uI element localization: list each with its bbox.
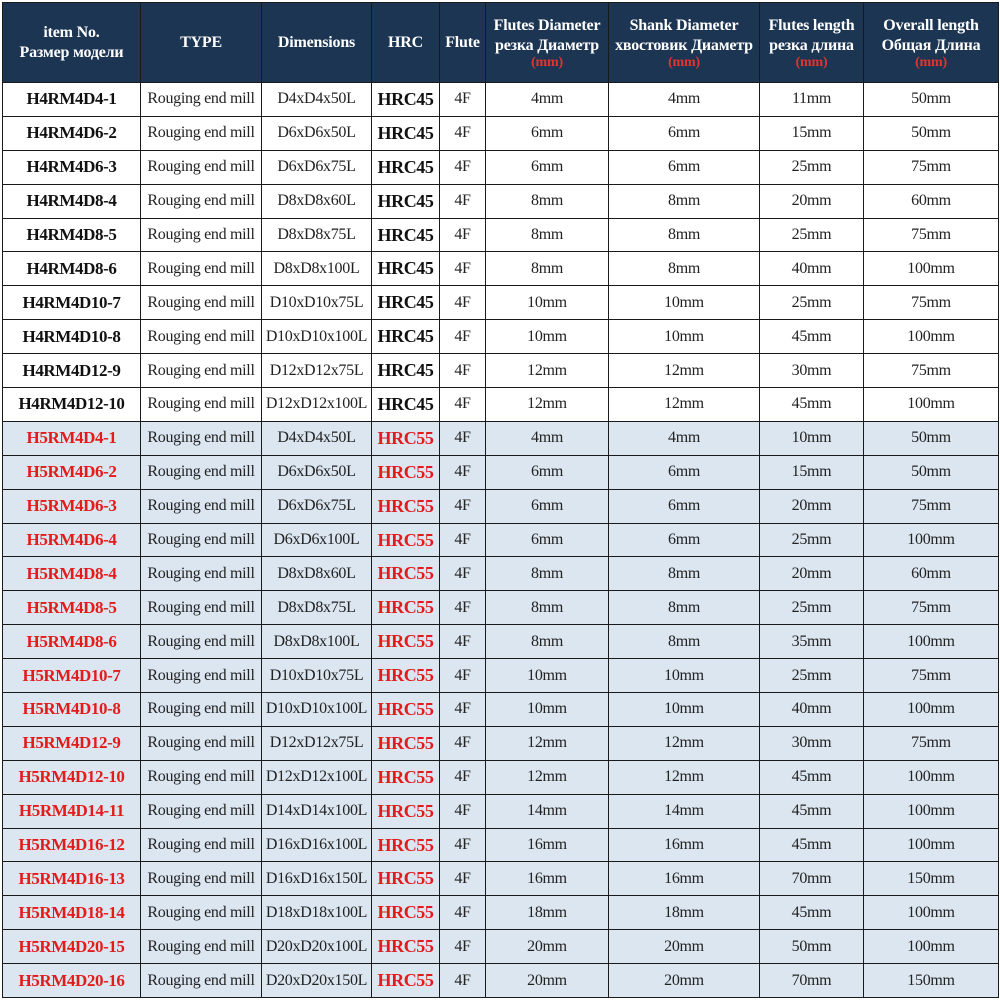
flute-cell: 4F xyxy=(440,320,486,354)
flutes-length-cell: 25mm xyxy=(760,659,864,693)
dimensions-cell: D8xD8x60L xyxy=(262,184,372,218)
item-no-cell: H5RM4D4-1 xyxy=(3,421,141,455)
table-row xyxy=(3,862,999,896)
flutes-length-cell: 15mm xyxy=(760,116,864,150)
item-no-cell: H5RM4D6-2 xyxy=(3,455,141,489)
hrc-cell: HRC55 xyxy=(372,862,440,896)
hrc-cell: HRC55 xyxy=(372,659,440,693)
flutes-diameter-cell: 6mm xyxy=(486,150,609,184)
flutes-diameter-cell: 8mm xyxy=(486,252,609,286)
overall-length-cell: 100mm xyxy=(864,320,999,354)
hrc-cell: HRC45 xyxy=(372,286,440,320)
flutes-diameter-cell: 16mm xyxy=(486,862,609,896)
shank-diameter-cell: 18mm xyxy=(609,896,760,930)
flutes-length-cell: 45mm xyxy=(760,388,864,422)
shank-diameter-cell: 12mm xyxy=(609,388,760,422)
flute-cell: 4F xyxy=(440,896,486,930)
shank-diameter-cell: 10mm xyxy=(609,693,760,727)
flutes-length-cell: 20mm xyxy=(760,489,864,523)
shank-diameter-cell: 20mm xyxy=(609,930,760,964)
flutes-diameter-cell: 10mm xyxy=(486,693,609,727)
overall-length-cell: 100mm xyxy=(864,760,999,794)
item-no-cell: H5RM4D6-4 xyxy=(3,523,141,557)
item-no-cell: H5RM4D12-9 xyxy=(3,726,141,760)
flutes-length-cell: 10mm xyxy=(760,421,864,455)
flutes-length-cell: 20mm xyxy=(760,557,864,591)
flutes-diameter-cell: 8mm xyxy=(486,625,609,659)
item-no-cell: H5RM4D12-10 xyxy=(3,760,141,794)
flutes-diameter-cell: 6mm xyxy=(486,116,609,150)
flutes-length-cell: 25mm xyxy=(760,591,864,625)
shank-diameter-cell: 4mm xyxy=(609,83,760,117)
header-flute: Flute xyxy=(440,3,486,83)
flutes-length-cell: 35mm xyxy=(760,625,864,659)
table-row xyxy=(3,760,999,794)
shank-diameter-cell: 20mm xyxy=(609,964,760,998)
table-row xyxy=(3,625,999,659)
flute-cell: 4F xyxy=(440,659,486,693)
overall-length-cell: 50mm xyxy=(864,421,999,455)
hrc-cell: HRC45 xyxy=(372,83,440,117)
flute-cell: 4F xyxy=(440,862,486,896)
flutes-diameter-cell: 10mm xyxy=(486,320,609,354)
shank-diameter-cell: 10mm xyxy=(609,320,760,354)
item-no-cell: H5RM4D18-14 xyxy=(3,896,141,930)
flutes-length-cell: 45mm xyxy=(760,828,864,862)
item-no-cell: H4RM4D4-1 xyxy=(3,83,141,117)
overall-length-cell: 75mm xyxy=(864,218,999,252)
flute-cell: 4F xyxy=(440,964,486,998)
dimensions-cell: D6xD6x100L xyxy=(262,523,372,557)
hrc-cell: HRC55 xyxy=(372,693,440,727)
header-flutes-length: Flutes length резка длина (mm) xyxy=(760,3,864,83)
type-cell: Rouging end mill xyxy=(141,760,262,794)
flute-cell: 4F xyxy=(440,150,486,184)
hrc-cell: HRC45 xyxy=(372,388,440,422)
hrc-cell: HRC45 xyxy=(372,184,440,218)
table-row xyxy=(3,388,999,422)
spec-table xyxy=(2,2,999,998)
flute-cell: 4F xyxy=(440,184,486,218)
flutes-diameter-cell: 8mm xyxy=(486,557,609,591)
flutes-length-cell: 25mm xyxy=(760,218,864,252)
flutes-length-cell: 45mm xyxy=(760,760,864,794)
flutes-diameter-cell: 8mm xyxy=(486,218,609,252)
overall-length-cell: 75mm xyxy=(864,591,999,625)
type-cell: Rouging end mill xyxy=(141,693,262,727)
flutes-length-cell: 30mm xyxy=(760,726,864,760)
type-cell: Rouging end mill xyxy=(141,354,262,388)
flute-cell: 4F xyxy=(440,116,486,150)
table-row xyxy=(3,726,999,760)
type-cell: Rouging end mill xyxy=(141,455,262,489)
type-cell: Rouging end mill xyxy=(141,388,262,422)
flutes-length-cell: 40mm xyxy=(760,693,864,727)
dimensions-cell: D14xD14x100L xyxy=(262,794,372,828)
flute-cell: 4F xyxy=(440,726,486,760)
type-cell: Rouging end mill xyxy=(141,726,262,760)
table-header xyxy=(3,3,999,83)
flutes-diameter-cell: 20mm xyxy=(486,930,609,964)
header-flutes-diameter: Flutes Diameter резка Диаметр (mm) xyxy=(486,3,609,83)
flute-cell: 4F xyxy=(440,252,486,286)
item-no-cell: H4RM4D6-2 xyxy=(3,116,141,150)
item-no-cell: H4RM4D10-8 xyxy=(3,320,141,354)
item-no-cell: H4RM4D8-6 xyxy=(3,252,141,286)
flutes-length-cell: 40mm xyxy=(760,252,864,286)
shank-diameter-cell: 10mm xyxy=(609,659,760,693)
flutes-length-cell: 50mm xyxy=(760,930,864,964)
flutes-length-cell: 45mm xyxy=(760,320,864,354)
dimensions-cell: D12xD12x75L xyxy=(262,354,372,388)
dimensions-cell: D4xD4x50L xyxy=(262,83,372,117)
flutes-diameter-cell: 4mm xyxy=(486,83,609,117)
overall-length-cell: 150mm xyxy=(864,964,999,998)
type-cell: Rouging end mill xyxy=(141,591,262,625)
type-cell: Rouging end mill xyxy=(141,320,262,354)
overall-length-cell: 100mm xyxy=(864,930,999,964)
overall-length-cell: 50mm xyxy=(864,83,999,117)
flute-cell: 4F xyxy=(440,489,486,523)
item-no-cell: H4RM4D8-5 xyxy=(3,218,141,252)
dimensions-cell: D6xD6x50L xyxy=(262,116,372,150)
flute-cell: 4F xyxy=(440,523,486,557)
overall-length-cell: 100mm xyxy=(864,388,999,422)
overall-length-cell: 75mm xyxy=(864,354,999,388)
shank-diameter-cell: 12mm xyxy=(609,760,760,794)
hrc-cell: HRC55 xyxy=(372,964,440,998)
flute-cell: 4F xyxy=(440,354,486,388)
flutes-length-cell: 70mm xyxy=(760,862,864,896)
shank-diameter-cell: 8mm xyxy=(609,184,760,218)
overall-length-cell: 100mm xyxy=(864,828,999,862)
type-cell: Rouging end mill xyxy=(141,659,262,693)
overall-length-cell: 100mm xyxy=(864,625,999,659)
type-cell: Rouging end mill xyxy=(141,421,262,455)
item-no-cell: H5RM4D8-6 xyxy=(3,625,141,659)
type-cell: Rouging end mill xyxy=(141,930,262,964)
type-cell: Rouging end mill xyxy=(141,625,262,659)
item-no-cell: H4RM4D8-4 xyxy=(3,184,141,218)
table-row xyxy=(3,557,999,591)
table-row xyxy=(3,150,999,184)
hrc-cell: HRC55 xyxy=(372,489,440,523)
shank-diameter-cell: 8mm xyxy=(609,591,760,625)
table-row xyxy=(3,828,999,862)
shank-diameter-cell: 16mm xyxy=(609,828,760,862)
overall-length-cell: 100mm xyxy=(864,794,999,828)
shank-diameter-cell: 8mm xyxy=(609,218,760,252)
dimensions-cell: D18xD18x100L xyxy=(262,896,372,930)
dimensions-cell: D6xD6x75L xyxy=(262,150,372,184)
type-cell: Rouging end mill xyxy=(141,828,262,862)
header-overall-length: Overall length Общая Длина (mm) xyxy=(864,3,999,83)
table-row xyxy=(3,116,999,150)
item-no-cell: H5RM4D8-4 xyxy=(3,557,141,591)
header-shank-diameter: Shank Diameter хвостовик Диаметр (mm) xyxy=(609,3,760,83)
table-row xyxy=(3,659,999,693)
type-cell: Rouging end mill xyxy=(141,523,262,557)
table-row xyxy=(3,693,999,727)
dimensions-cell: D16xD16x100L xyxy=(262,828,372,862)
shank-diameter-cell: 8mm xyxy=(609,252,760,286)
hrc-cell: HRC55 xyxy=(372,455,440,489)
table-row xyxy=(3,83,999,117)
header-item-no: item No. Размер модели xyxy=(3,3,141,83)
shank-diameter-cell: 6mm xyxy=(609,455,760,489)
overall-length-cell: 60mm xyxy=(864,184,999,218)
hrc-cell: HRC55 xyxy=(372,794,440,828)
table-row xyxy=(3,930,999,964)
flutes-diameter-cell: 20mm xyxy=(486,964,609,998)
flutes-length-cell: 45mm xyxy=(760,794,864,828)
item-no-cell: H5RM4D6-3 xyxy=(3,489,141,523)
shank-diameter-cell: 12mm xyxy=(609,726,760,760)
table-row xyxy=(3,421,999,455)
dimensions-cell: D20xD20x100L xyxy=(262,930,372,964)
overall-length-cell: 60mm xyxy=(864,557,999,591)
item-no-cell: H5RM4D14-11 xyxy=(3,794,141,828)
shank-diameter-cell: 14mm xyxy=(609,794,760,828)
item-no-cell: H4RM4D10-7 xyxy=(3,286,141,320)
flutes-length-cell: 25mm xyxy=(760,150,864,184)
shank-diameter-cell: 6mm xyxy=(609,116,760,150)
item-no-cell: H5RM4D8-5 xyxy=(3,591,141,625)
type-cell: Rouging end mill xyxy=(141,150,262,184)
overall-length-cell: 100mm xyxy=(864,252,999,286)
dimensions-cell: D8xD8x100L xyxy=(262,252,372,286)
header-dimensions: Dimensions xyxy=(262,3,372,83)
dimensions-cell: D8xD8x75L xyxy=(262,591,372,625)
type-cell: Rouging end mill xyxy=(141,489,262,523)
flute-cell: 4F xyxy=(440,218,486,252)
flutes-length-cell: 25mm xyxy=(760,286,864,320)
overall-length-cell: 100mm xyxy=(864,896,999,930)
dimensions-cell: D8xD8x60L xyxy=(262,557,372,591)
table-row xyxy=(3,218,999,252)
flute-cell: 4F xyxy=(440,455,486,489)
flutes-diameter-cell: 12mm xyxy=(486,760,609,794)
type-cell: Rouging end mill xyxy=(141,286,262,320)
flute-cell: 4F xyxy=(440,828,486,862)
overall-length-cell: 100mm xyxy=(864,693,999,727)
flutes-diameter-cell: 10mm xyxy=(486,659,609,693)
dimensions-cell: D10xD10x100L xyxy=(262,320,372,354)
flute-cell: 4F xyxy=(440,286,486,320)
header-hrc: HRC xyxy=(372,3,440,83)
dimensions-cell: D8xD8x100L xyxy=(262,625,372,659)
table-row xyxy=(3,591,999,625)
hrc-cell: HRC55 xyxy=(372,421,440,455)
flutes-diameter-cell: 6mm xyxy=(486,455,609,489)
table-row xyxy=(3,184,999,218)
hrc-cell: HRC55 xyxy=(372,523,440,557)
item-no-cell: H4RM4D12-10 xyxy=(3,388,141,422)
flute-cell: 4F xyxy=(440,83,486,117)
dimensions-cell: D8xD8x75L xyxy=(262,218,372,252)
shank-diameter-cell: 12mm xyxy=(609,354,760,388)
dimensions-cell: D10xD10x100L xyxy=(262,693,372,727)
flutes-diameter-cell: 4mm xyxy=(486,421,609,455)
table-row xyxy=(3,252,999,286)
shank-diameter-cell: 8mm xyxy=(609,557,760,591)
flutes-length-cell: 15mm xyxy=(760,455,864,489)
type-cell: Rouging end mill xyxy=(141,83,262,117)
shank-diameter-cell: 6mm xyxy=(609,489,760,523)
type-cell: Rouging end mill xyxy=(141,964,262,998)
flutes-length-cell: 20mm xyxy=(760,184,864,218)
flutes-diameter-cell: 12mm xyxy=(486,388,609,422)
type-cell: Rouging end mill xyxy=(141,252,262,286)
table-row xyxy=(3,489,999,523)
shank-diameter-cell: 6mm xyxy=(609,523,760,557)
type-cell: Rouging end mill xyxy=(141,896,262,930)
item-no-cell: H4RM4D6-3 xyxy=(3,150,141,184)
overall-length-cell: 50mm xyxy=(864,116,999,150)
table-row xyxy=(3,455,999,489)
hrc-cell: HRC55 xyxy=(372,557,440,591)
dimensions-cell: D12xD12x75L xyxy=(262,726,372,760)
hrc-cell: HRC45 xyxy=(372,150,440,184)
dimensions-cell: D10xD10x75L xyxy=(262,286,372,320)
type-cell: Rouging end mill xyxy=(141,218,262,252)
flute-cell: 4F xyxy=(440,625,486,659)
flutes-diameter-cell: 16mm xyxy=(486,828,609,862)
overall-length-cell: 75mm xyxy=(864,489,999,523)
item-no-cell: H5RM4D16-12 xyxy=(3,828,141,862)
flutes-length-cell: 70mm xyxy=(760,964,864,998)
overall-length-cell: 50mm xyxy=(864,455,999,489)
hrc-cell: HRC55 xyxy=(372,930,440,964)
hrc-cell: HRC55 xyxy=(372,760,440,794)
flute-cell: 4F xyxy=(440,591,486,625)
overall-length-cell: 75mm xyxy=(864,726,999,760)
table-row xyxy=(3,523,999,557)
flute-cell: 4F xyxy=(440,760,486,794)
flutes-length-cell: 25mm xyxy=(760,523,864,557)
flutes-length-cell: 30mm xyxy=(760,354,864,388)
hrc-cell: HRC45 xyxy=(372,252,440,286)
table-row xyxy=(3,354,999,388)
flutes-diameter-cell: 18mm xyxy=(486,896,609,930)
flute-cell: 4F xyxy=(440,421,486,455)
flute-cell: 4F xyxy=(440,693,486,727)
type-cell: Rouging end mill xyxy=(141,794,262,828)
hrc-cell: HRC55 xyxy=(372,726,440,760)
hrc-cell: HRC55 xyxy=(372,625,440,659)
shank-diameter-cell: 8mm xyxy=(609,625,760,659)
table-row xyxy=(3,286,999,320)
table-row xyxy=(3,896,999,930)
flutes-length-cell: 45mm xyxy=(760,896,864,930)
overall-length-cell: 75mm xyxy=(864,286,999,320)
overall-length-cell: 75mm xyxy=(864,150,999,184)
flutes-diameter-cell: 12mm xyxy=(486,726,609,760)
flute-cell: 4F xyxy=(440,557,486,591)
flutes-diameter-cell: 10mm xyxy=(486,286,609,320)
hrc-cell: HRC45 xyxy=(372,354,440,388)
flutes-diameter-cell: 8mm xyxy=(486,591,609,625)
shank-diameter-cell: 10mm xyxy=(609,286,760,320)
dimensions-cell: D10xD10x75L xyxy=(262,659,372,693)
flute-cell: 4F xyxy=(440,930,486,964)
hrc-cell: HRC45 xyxy=(372,320,440,354)
flutes-diameter-cell: 8mm xyxy=(486,184,609,218)
table-row xyxy=(3,320,999,354)
shank-diameter-cell: 16mm xyxy=(609,862,760,896)
dimensions-cell: D12xD12x100L xyxy=(262,760,372,794)
header-type: TYPE xyxy=(141,3,262,83)
overall-length-cell: 150mm xyxy=(864,862,999,896)
shank-diameter-cell: 6mm xyxy=(609,150,760,184)
header-row xyxy=(3,3,999,83)
dimensions-cell: D12xD12x100L xyxy=(262,388,372,422)
item-no-cell: H5RM4D10-8 xyxy=(3,693,141,727)
flutes-diameter-cell: 6mm xyxy=(486,523,609,557)
hrc-cell: HRC45 xyxy=(372,218,440,252)
overall-length-cell: 100mm xyxy=(864,523,999,557)
dimensions-cell: D6xD6x50L xyxy=(262,455,372,489)
type-cell: Rouging end mill xyxy=(141,116,262,150)
dimensions-cell: D20xD20x150L xyxy=(262,964,372,998)
flutes-diameter-cell: 12mm xyxy=(486,354,609,388)
hrc-cell: HRC45 xyxy=(372,116,440,150)
flute-cell: 4F xyxy=(440,388,486,422)
item-no-cell: H5RM4D20-15 xyxy=(3,930,141,964)
item-no-cell: H4RM4D12-9 xyxy=(3,354,141,388)
flutes-diameter-cell: 6mm xyxy=(486,489,609,523)
flutes-length-cell: 11mm xyxy=(760,83,864,117)
overall-length-cell: 75mm xyxy=(864,659,999,693)
dimensions-cell: D16xD16x150L xyxy=(262,862,372,896)
type-cell: Rouging end mill xyxy=(141,557,262,591)
type-cell: Rouging end mill xyxy=(141,862,262,896)
hrc-cell: HRC55 xyxy=(372,896,440,930)
hrc-cell: HRC55 xyxy=(372,591,440,625)
dimensions-cell: D6xD6x75L xyxy=(262,489,372,523)
hrc-cell: HRC55 xyxy=(372,828,440,862)
table-body xyxy=(3,83,999,998)
dimensions-cell: D4xD4x50L xyxy=(262,421,372,455)
type-cell: Rouging end mill xyxy=(141,184,262,218)
flute-cell: 4F xyxy=(440,794,486,828)
item-no-cell: H5RM4D16-13 xyxy=(3,862,141,896)
item-no-cell: H5RM4D10-7 xyxy=(3,659,141,693)
shank-diameter-cell: 4mm xyxy=(609,421,760,455)
table-row xyxy=(3,794,999,828)
table-row xyxy=(3,964,999,998)
flutes-diameter-cell: 14mm xyxy=(486,794,609,828)
item-no-cell: H5RM4D20-16 xyxy=(3,964,141,998)
